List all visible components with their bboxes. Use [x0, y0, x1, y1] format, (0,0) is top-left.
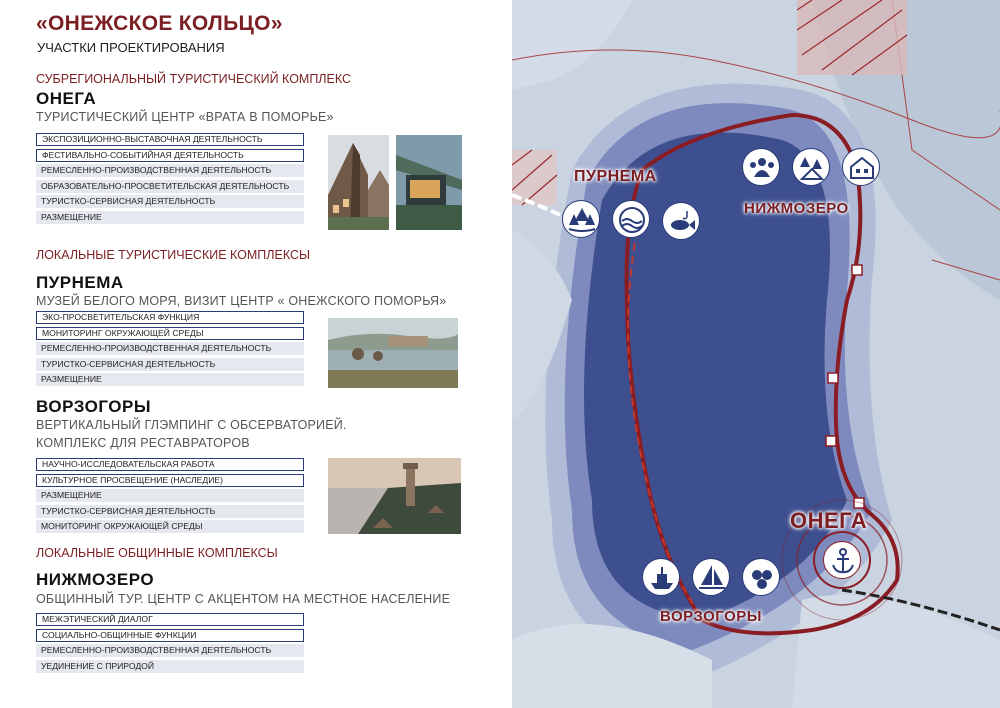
- project-desc-purnema: МУЗЕЙ БЕЛОГО МОРЯ, ВИЗИТ ЦЕНТР « ОНЕЖСКОГО ПОМОРЬЯ»: [36, 294, 447, 308]
- ship-icon[interactable]: [642, 558, 680, 596]
- fish-icon[interactable]: [662, 202, 700, 240]
- forest-tent-icon[interactable]: [792, 148, 830, 186]
- tag: МЕЖЭТИЧЕСКИЙ ДИАЛОГ: [36, 613, 304, 626]
- anchor-icon[interactable]: [823, 541, 861, 579]
- category-community: ЛОКАЛЬНЫЕ ОБЩИННЫЕ КОМПЛЕКСЫ: [36, 546, 278, 560]
- waves-icon[interactable]: [612, 200, 650, 238]
- page-title: «ОНЕЖСКОЕ КОЛЬЦО»: [36, 12, 283, 35]
- tag: УЕДИНЕНИЕ С ПРИРОДОЙ: [36, 660, 304, 673]
- photo-onega-1: [328, 135, 389, 230]
- tag: ТУРИСТКО-СЕРВИСНАЯ ДЕЯТЕЛЬНОСТЬ: [36, 505, 304, 518]
- project-name-nizhmozero: НИЖМОЗЕРО: [36, 570, 155, 589]
- tag: РЕМЕСЛЕННО-ПРОИЗВОДСТВЕННАЯ ДЕЯТЕЛЬНОСТЬ: [36, 342, 304, 355]
- tag: ТУРИСТКО-СЕРВИСНАЯ ДЕЯТЕЛЬНОСТЬ: [36, 195, 304, 208]
- tag: СОЦИАЛЬНО-ОБЩИННЫЕ ФУНКЦИИ: [36, 629, 304, 642]
- map-canvas: [512, 0, 1000, 708]
- project-name-purnema: ПУРНЕМА: [36, 273, 124, 292]
- forest-icon[interactable]: [562, 200, 600, 238]
- map-panel: [512, 0, 1000, 708]
- project-name-onega: ОНЕГА: [36, 89, 97, 108]
- tag: РАЗМЕЩЕНИЕ: [36, 373, 304, 386]
- map-label-purnema: ПУРНЕМА: [574, 168, 657, 185]
- tag: МОНИТОРИНГ ОКРУЖАЮЩЕЙ СРЕДЫ: [36, 520, 304, 533]
- tag-list-vorzogory: [36, 458, 304, 536]
- berries-icon[interactable]: [742, 558, 780, 596]
- map-label-onega: ОНЕГА: [790, 508, 868, 533]
- project-desc-nizhmozero: ОБЩИННЫЙ ТУР. ЦЕНТР С АКЦЕНТОМ НА МЕСТНОЕ НАСЕЛЕНИЕ: [36, 592, 451, 606]
- tag: РАЗМЕЩЕНИЕ: [36, 211, 304, 224]
- project-desc-onega: ТУРИСТИЧЕСКИЙ ЦЕНТР «ВРАТА В ПОМОРЬЕ»: [36, 110, 334, 124]
- tag: ФЕСТИВАЛЬНО-СОБЫТИЙНАЯ ДЕЯТЕЛЬНОСТЬ: [36, 149, 304, 162]
- house-icon[interactable]: [842, 148, 880, 186]
- tag: ОБРАЗОВАТЕЛЬНО-ПРОСВЕТИТЕЛЬСКАЯ ДЕЯТЕЛЬНОСТЬ: [36, 180, 304, 193]
- tag: НАУЧНО-ИССЛЕДОВАТЕЛЬСКАЯ РАБОТА: [36, 458, 304, 471]
- photo-vorzogory: [328, 458, 461, 534]
- tag-list-onega: [36, 133, 304, 227]
- photo-purnema: [328, 318, 458, 388]
- category-local: ЛОКАЛЬНЫЕ ТУРИСТИЧЕСКИЕ КОМПЛЕКСЫ: [36, 248, 311, 262]
- tag: КУЛЬТУРНОЕ ПРОСВЕЩЕНИЕ (НАСЛЕДИЕ): [36, 474, 304, 487]
- tag: РАЗМЕЩЕНИЕ: [36, 489, 304, 502]
- page-subtitle: УЧАСТКИ ПРОЕКТИРОВАНИЯ: [37, 40, 225, 55]
- tag: ЭКСПОЗИЦИОННО-ВЫСТАВОЧНАЯ ДЕЯТЕЛЬНОСТЬ: [36, 133, 304, 146]
- project-name-vorzogory: ВОРЗОГОРЫ: [36, 397, 151, 416]
- tag: ТУРИСТКО-СЕРВИСНАЯ ДЕЯТЕЛЬНОСТЬ: [36, 358, 304, 371]
- map-label-vorzogory: ВОРЗОГОРЫ: [660, 608, 762, 625]
- tag-list-purnema: [36, 311, 304, 389]
- tag: РЕМЕСЛЕННО-ПРОИЗВОДСТВЕННАЯ ДЕЯТЕЛЬНОСТЬ: [36, 644, 304, 657]
- tag: МОНИТОРИНГ ОКРУЖАЮЩЕЙ СРЕДЫ: [36, 327, 304, 340]
- tag-list-nizhmozero: [36, 613, 304, 675]
- photo-onega-2: [396, 135, 462, 230]
- category-subregional: СУБРЕГИОНАЛЬНЫЙ ТУРИСТИЧЕСКИЙ КОМПЛЕКС: [36, 72, 352, 86]
- people-icon[interactable]: [742, 148, 780, 186]
- tag: ЭКО-ПРОСВЕТИТЕЛЬСКАЯ ФУНКЦИЯ: [36, 311, 304, 324]
- tag: РЕМЕСЛЕННО-ПРОИЗВОДСТВЕННАЯ ДЕЯТЕЛЬНОСТЬ: [36, 164, 304, 177]
- sail-icon[interactable]: [692, 558, 730, 596]
- project-desc-vorzogory-2: КОМПЛЕКС ДЛЯ РЕСТАВРАТОРОВ: [36, 436, 250, 450]
- map-label-nizhmozero: НИЖМОЗЕРО: [744, 200, 849, 217]
- project-desc-vorzogory-1: ВЕРТИКАЛЬНЫЙ ГЛЭМПИНГ С ОБСЕРВАТОРИЕЙ.: [36, 418, 347, 432]
